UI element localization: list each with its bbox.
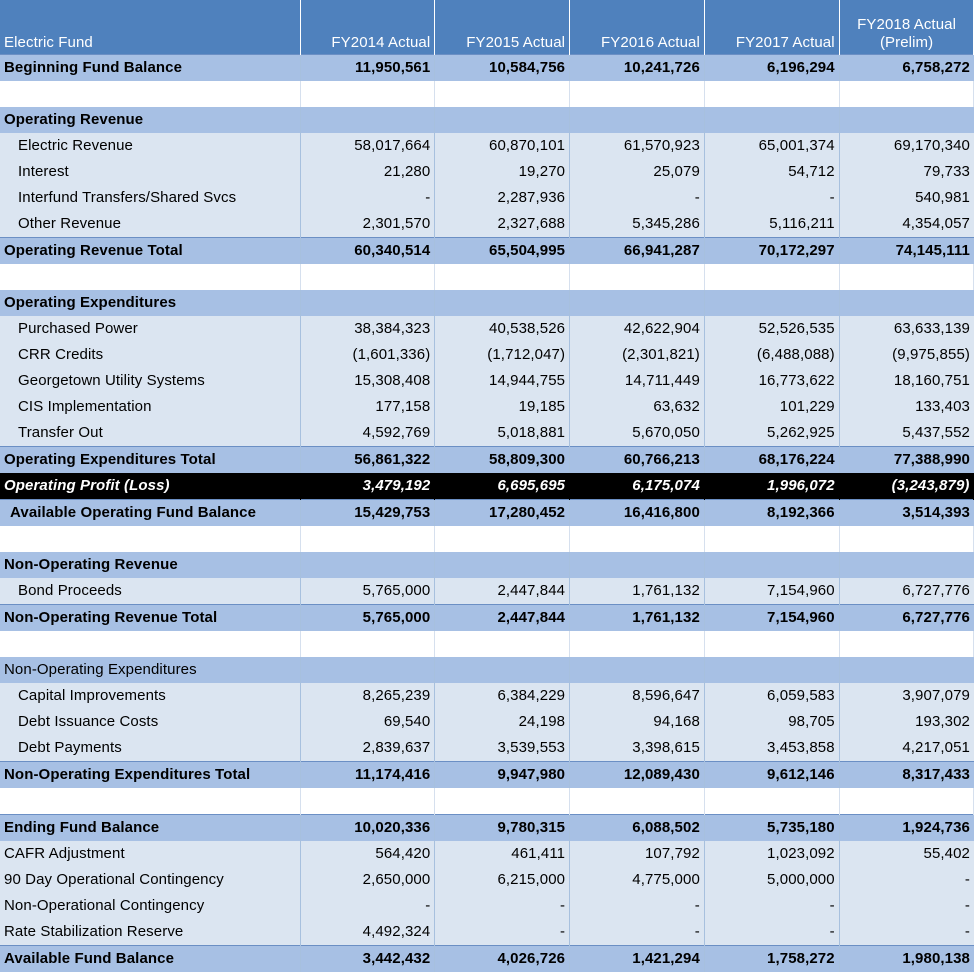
cell-value xyxy=(704,290,839,316)
row-label: Operating Revenue xyxy=(0,107,300,133)
cell-value: 7,154,960 xyxy=(704,578,839,605)
cell-value: 540,981 xyxy=(839,185,974,211)
cell-value: - xyxy=(570,185,705,211)
row-label: Operating Expenditures xyxy=(0,290,300,316)
cell-value xyxy=(300,107,435,133)
row-label xyxy=(0,788,300,815)
profit-row xyxy=(0,473,974,500)
row-label: Debt Issuance Costs xyxy=(0,709,300,735)
cell-value: 3,907,079 xyxy=(839,683,974,709)
column-header-line1: FY2018 Actual xyxy=(844,16,970,34)
column-header: FY2017 Actual xyxy=(704,0,839,55)
cell-value: 11,174,416 xyxy=(300,762,435,789)
fund-title: Electric Fund xyxy=(0,0,300,55)
cell-value: 10,241,726 xyxy=(570,55,705,82)
cell-value: 68,176,224 xyxy=(704,447,839,474)
table-row xyxy=(0,867,974,893)
cell-value: 133,403 xyxy=(839,394,974,420)
row-label: Transfer Out xyxy=(0,420,300,447)
cell-value xyxy=(839,657,974,683)
row-label: Ending Fund Balance xyxy=(0,815,300,842)
cell-value: 5,765,000 xyxy=(300,605,435,632)
row-label: Interfund Transfers/Shared Svcs xyxy=(0,185,300,211)
row-label: CAFR Adjustment xyxy=(0,841,300,867)
cell-value: 52,526,535 xyxy=(704,316,839,342)
cell-value xyxy=(300,290,435,316)
cell-value: 79,733 xyxy=(839,159,974,185)
cell-value: 6,196,294 xyxy=(704,55,839,82)
cell-value: 107,792 xyxy=(570,841,705,867)
cell-value: 38,384,323 xyxy=(300,316,435,342)
cell-value: 24,198 xyxy=(435,709,570,735)
cell-value: 1,924,736 xyxy=(839,815,974,842)
row-label: Operating Revenue Total xyxy=(0,238,300,265)
cell-value: (3,243,879) xyxy=(839,473,974,500)
cell-value xyxy=(839,290,974,316)
cell-value: 25,079 xyxy=(570,159,705,185)
table-row xyxy=(0,211,974,238)
cell-value xyxy=(435,526,570,552)
header-row xyxy=(0,0,974,55)
total-row xyxy=(0,500,974,527)
table-row xyxy=(0,368,974,394)
column-header-last xyxy=(839,0,974,55)
cell-value xyxy=(839,264,974,290)
cell-value: (9,975,855) xyxy=(839,342,974,368)
cell-value: 6,727,776 xyxy=(839,605,974,632)
total-row xyxy=(0,55,974,82)
cell-value: 4,026,726 xyxy=(435,946,570,972)
row-label xyxy=(0,631,300,657)
column-header-line2: (Prelim) xyxy=(844,34,970,52)
cell-value: - xyxy=(300,893,435,919)
cell-value: 40,538,526 xyxy=(435,316,570,342)
cell-value: 1,761,132 xyxy=(570,578,705,605)
cell-value xyxy=(300,788,435,815)
cell-value: 5,262,925 xyxy=(704,420,839,447)
table-row xyxy=(0,919,974,946)
cell-value: 5,000,000 xyxy=(704,867,839,893)
cell-value: 6,758,272 xyxy=(839,55,974,82)
cell-value: - xyxy=(300,185,435,211)
cell-value: 70,172,297 xyxy=(704,238,839,265)
cell-value: 4,354,057 xyxy=(839,211,974,238)
cell-value: 6,695,695 xyxy=(435,473,570,500)
cell-value xyxy=(704,526,839,552)
cell-value xyxy=(704,264,839,290)
cell-value xyxy=(300,526,435,552)
cell-value: 8,596,647 xyxy=(570,683,705,709)
cell-value: 2,447,844 xyxy=(435,605,570,632)
cell-value: 1,996,072 xyxy=(704,473,839,500)
cell-value: 564,420 xyxy=(300,841,435,867)
cell-value: 2,650,000 xyxy=(300,867,435,893)
cell-value xyxy=(300,264,435,290)
row-label: Operating Expenditures Total xyxy=(0,447,300,474)
row-label: Non-Operating Revenue xyxy=(0,552,300,578)
cell-value: 6,215,000 xyxy=(435,867,570,893)
cell-value: (1,712,047) xyxy=(435,342,570,368)
row-label: Non-Operational Contingency xyxy=(0,893,300,919)
cell-value: - xyxy=(839,893,974,919)
cell-value: 60,340,514 xyxy=(300,238,435,265)
table-row xyxy=(0,133,974,159)
cell-value: 5,437,552 xyxy=(839,420,974,447)
cell-value: 7,154,960 xyxy=(704,605,839,632)
cell-value: 5,345,286 xyxy=(570,211,705,238)
cell-value xyxy=(704,631,839,657)
cell-value: 4,217,051 xyxy=(839,735,974,762)
row-label: Non-Operating Expenditures Total xyxy=(0,762,300,789)
row-label: Bond Proceeds xyxy=(0,578,300,605)
cell-value: 17,280,452 xyxy=(435,500,570,527)
cell-value xyxy=(435,107,570,133)
row-label: Capital Improvements xyxy=(0,683,300,709)
cell-value xyxy=(300,552,435,578)
cell-value xyxy=(570,788,705,815)
cell-value: 193,302 xyxy=(839,709,974,735)
cell-value xyxy=(570,631,705,657)
cell-value: 14,944,755 xyxy=(435,368,570,394)
row-label: Interest xyxy=(0,159,300,185)
cell-value: 54,712 xyxy=(704,159,839,185)
spacer-row xyxy=(0,788,974,815)
table-body xyxy=(0,55,974,972)
total-row xyxy=(0,447,974,474)
table-row xyxy=(0,185,974,211)
cell-value: 1,758,272 xyxy=(704,946,839,972)
cell-value: 9,780,315 xyxy=(435,815,570,842)
spacer-row xyxy=(0,81,974,107)
cell-value xyxy=(704,788,839,815)
cell-value: 9,612,146 xyxy=(704,762,839,789)
row-label xyxy=(0,526,300,552)
cell-value: 4,492,324 xyxy=(300,919,435,946)
row-label: Beginning Fund Balance xyxy=(0,55,300,82)
cell-value: 177,158 xyxy=(300,394,435,420)
cell-value: (1,601,336) xyxy=(300,342,435,368)
cell-value: 58,017,664 xyxy=(300,133,435,159)
cell-value xyxy=(839,81,974,107)
cell-value: 16,773,622 xyxy=(704,368,839,394)
table-row xyxy=(0,159,974,185)
cell-value: 3,539,553 xyxy=(435,735,570,762)
cell-value xyxy=(839,107,974,133)
cell-value xyxy=(570,107,705,133)
cell-value: 3,442,432 xyxy=(300,946,435,972)
cell-value: 101,229 xyxy=(704,394,839,420)
row-label: Georgetown Utility Systems xyxy=(0,368,300,394)
cell-value: 3,514,393 xyxy=(839,500,974,527)
total-row xyxy=(0,815,974,842)
row-label: 90 Day Operational Contingency xyxy=(0,867,300,893)
cell-value: 42,622,904 xyxy=(570,316,705,342)
cell-value xyxy=(300,631,435,657)
cell-value xyxy=(839,788,974,815)
table-row xyxy=(0,893,974,919)
cell-value: 10,584,756 xyxy=(435,55,570,82)
cell-value: 14,711,449 xyxy=(570,368,705,394)
cell-value: 3,479,192 xyxy=(300,473,435,500)
row-label: Rate Stabilization Reserve xyxy=(0,919,300,946)
cell-value xyxy=(704,552,839,578)
cell-value: 9,947,980 xyxy=(435,762,570,789)
cell-value: 69,170,340 xyxy=(839,133,974,159)
cell-value: - xyxy=(704,893,839,919)
cell-value: - xyxy=(570,893,705,919)
cell-value: 19,185 xyxy=(435,394,570,420)
row-label: Purchased Power xyxy=(0,316,300,342)
cell-value: 5,018,881 xyxy=(435,420,570,447)
row-label: Electric Revenue xyxy=(0,133,300,159)
cell-value: 18,160,751 xyxy=(839,368,974,394)
cell-value: 56,861,322 xyxy=(300,447,435,474)
cell-value: 5,670,050 xyxy=(570,420,705,447)
cell-value: 1,421,294 xyxy=(570,946,705,972)
cell-value: 12,089,430 xyxy=(570,762,705,789)
cell-value: (2,301,821) xyxy=(570,342,705,368)
table-row xyxy=(0,578,974,605)
cell-value: 94,168 xyxy=(570,709,705,735)
cell-value: 19,270 xyxy=(435,159,570,185)
cell-value xyxy=(839,631,974,657)
cell-value: 61,570,923 xyxy=(570,133,705,159)
cell-value: 60,870,101 xyxy=(435,133,570,159)
row-label: Operating Profit (Loss) xyxy=(0,473,300,500)
row-label xyxy=(0,81,300,107)
cell-value: 6,088,502 xyxy=(570,815,705,842)
cell-value: 5,735,180 xyxy=(704,815,839,842)
spacer-row xyxy=(0,526,974,552)
section-row xyxy=(0,657,974,683)
cell-value: - xyxy=(704,185,839,211)
cell-value: 6,059,583 xyxy=(704,683,839,709)
cell-value: 2,839,637 xyxy=(300,735,435,762)
table-row xyxy=(0,735,974,762)
cell-value: 98,705 xyxy=(704,709,839,735)
section-row xyxy=(0,290,974,316)
cell-value: 77,388,990 xyxy=(839,447,974,474)
cell-value: 60,766,213 xyxy=(570,447,705,474)
cell-value xyxy=(570,264,705,290)
cell-value xyxy=(570,657,705,683)
cell-value: 1,980,138 xyxy=(839,946,974,972)
cell-value xyxy=(435,264,570,290)
cell-value: 15,308,408 xyxy=(300,368,435,394)
row-label: Available Operating Fund Balance xyxy=(0,500,300,527)
cell-value xyxy=(435,552,570,578)
cell-value: 3,398,615 xyxy=(570,735,705,762)
row-label: CIS Implementation xyxy=(0,394,300,420)
column-header: FY2015 Actual xyxy=(435,0,570,55)
cell-value: (6,488,088) xyxy=(704,342,839,368)
row-label: CRR Credits xyxy=(0,342,300,368)
cell-value: 8,317,433 xyxy=(839,762,974,789)
cell-value xyxy=(300,81,435,107)
cell-value: 6,384,229 xyxy=(435,683,570,709)
cell-value: 6,175,074 xyxy=(570,473,705,500)
spacer-row xyxy=(0,631,974,657)
total-row xyxy=(0,238,974,265)
total-row xyxy=(0,605,974,632)
row-label: Non-Operating Expenditures xyxy=(0,657,300,683)
cell-value xyxy=(570,290,705,316)
row-label: Other Revenue xyxy=(0,211,300,238)
cell-value: 461,411 xyxy=(435,841,570,867)
cell-value: - xyxy=(839,919,974,946)
cell-value: - xyxy=(839,867,974,893)
cell-value xyxy=(704,657,839,683)
cell-value: 5,116,211 xyxy=(704,211,839,238)
cell-value: 66,941,287 xyxy=(570,238,705,265)
cell-value: 2,287,936 xyxy=(435,185,570,211)
cell-value xyxy=(704,107,839,133)
cell-value: 65,001,374 xyxy=(704,133,839,159)
column-header: FY2016 Actual xyxy=(570,0,705,55)
cell-value xyxy=(839,552,974,578)
table-row xyxy=(0,841,974,867)
cell-value xyxy=(300,657,435,683)
cell-value: 3,453,858 xyxy=(704,735,839,762)
row-label: Debt Payments xyxy=(0,735,300,762)
cell-value: 8,192,366 xyxy=(704,500,839,527)
cell-value xyxy=(435,290,570,316)
table-row xyxy=(0,342,974,368)
cell-value: 4,775,000 xyxy=(570,867,705,893)
cell-value xyxy=(435,657,570,683)
cell-value: 55,402 xyxy=(839,841,974,867)
section-row xyxy=(0,552,974,578)
cell-value: 15,429,753 xyxy=(300,500,435,527)
cell-value: 2,301,570 xyxy=(300,211,435,238)
column-header: FY2014 Actual xyxy=(300,0,435,55)
total-row xyxy=(0,762,974,789)
cell-value: - xyxy=(435,893,570,919)
cell-value: 58,809,300 xyxy=(435,447,570,474)
cell-value: 16,416,800 xyxy=(570,500,705,527)
cell-value: 63,632 xyxy=(570,394,705,420)
cell-value xyxy=(435,81,570,107)
cell-value: 63,633,139 xyxy=(839,316,974,342)
cell-value: 6,727,776 xyxy=(839,578,974,605)
cell-value: 8,265,239 xyxy=(300,683,435,709)
table-row xyxy=(0,709,974,735)
cell-value xyxy=(570,526,705,552)
cell-value xyxy=(435,631,570,657)
spacer-row xyxy=(0,264,974,290)
table-row xyxy=(0,394,974,420)
cell-value xyxy=(570,81,705,107)
cell-value: 65,504,995 xyxy=(435,238,570,265)
cell-value xyxy=(570,552,705,578)
cell-value xyxy=(435,788,570,815)
cell-value: 11,950,561 xyxy=(300,55,435,82)
cell-value: 1,023,092 xyxy=(704,841,839,867)
table-row xyxy=(0,683,974,709)
cell-value: 5,765,000 xyxy=(300,578,435,605)
cell-value: - xyxy=(435,919,570,946)
cell-value: 74,145,111 xyxy=(839,238,974,265)
cell-value: 10,020,336 xyxy=(300,815,435,842)
row-label xyxy=(0,264,300,290)
cell-value: 4,592,769 xyxy=(300,420,435,447)
total-row xyxy=(0,946,974,972)
cell-value xyxy=(704,81,839,107)
cell-value: 1,761,132 xyxy=(570,605,705,632)
cell-value xyxy=(839,526,974,552)
table-row xyxy=(0,420,974,447)
row-label: Available Fund Balance xyxy=(0,946,300,972)
section-row xyxy=(0,107,974,133)
row-label: Non-Operating Revenue Total xyxy=(0,605,300,632)
cell-value: 21,280 xyxy=(300,159,435,185)
cell-value: 69,540 xyxy=(300,709,435,735)
cell-value: 2,327,688 xyxy=(435,211,570,238)
cell-value: - xyxy=(570,919,705,946)
cell-value: 2,447,844 xyxy=(435,578,570,605)
cell-value: - xyxy=(704,919,839,946)
table-row xyxy=(0,316,974,342)
